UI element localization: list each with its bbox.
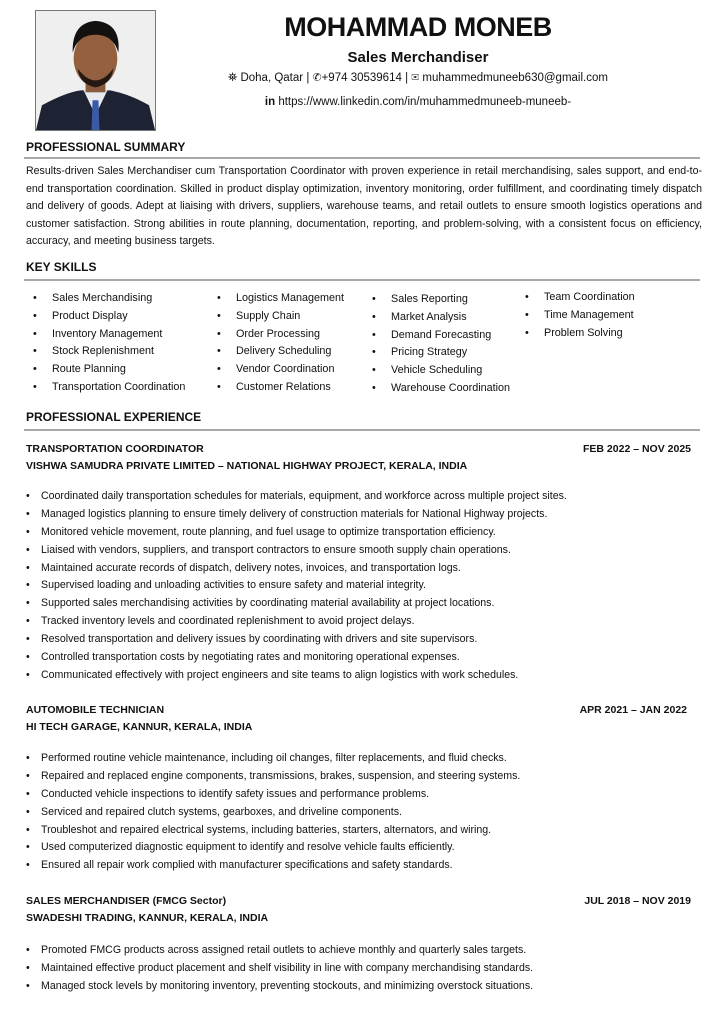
job-bullet: • Tracked inventory levels and coordinated replenishment to avoid project delays.: [26, 613, 702, 631]
skill-item: • Team Coordination: [525, 289, 695, 307]
job-bullet: • Monitored vehicle movement, route planning, and fuel usage to optimize transportation efficiency.: [26, 524, 702, 542]
skill-item: • Logistics Management: [217, 290, 387, 308]
job-title: AUTOMOBILE TECHNICIAN: [26, 704, 165, 716]
separator: |: [306, 72, 310, 84]
job-bullet: • Repaired and replaced engine components, transmissions, brakes, suspension, and steering systems.: [26, 768, 702, 786]
email-link[interactable]: muhammedmuneeb630@gmail.com: [422, 72, 608, 84]
phone-icon: ✆: [312, 72, 322, 84]
skill-item: • Vehicle Scheduling: [372, 362, 542, 380]
job-company: VISHWA SAMUDRA PRIVATE LIMITED – NATIONAL HIGHWAY PROJECT, KERALA, INDIA: [26, 460, 468, 472]
skill-item: • Time Management: [525, 307, 695, 325]
job-bullet: • Managed stock levels by monitoring inventory, preventing stockouts, and minimizing overstock situations.: [26, 978, 702, 996]
job-bullet: • Coordinated daily transportation schedules for materials, equipment, and workforce across multiple project sites.: [26, 488, 702, 506]
summary-heading: PROFESSIONAL SUMMARY: [26, 140, 186, 154]
job-bullet: • Managed logistics planning to ensure timely delivery of construction materials for National Highway projects.: [26, 506, 702, 524]
skill-item: • Problem Solving: [525, 325, 695, 343]
skill-item: • Inventory Management: [33, 326, 203, 344]
job-bullets: [26, 488, 702, 685]
profile-photo: [35, 10, 156, 131]
job-bullets: [26, 750, 702, 875]
job-company: HI TECH GARAGE, KANNUR, KERALA, INDIA: [26, 721, 253, 733]
skill-item: • Customer Relations: [217, 379, 387, 397]
job-bullets: [26, 942, 702, 996]
skill-item: • Pricing Strategy: [372, 344, 542, 362]
linkedin-line: [160, 96, 676, 108]
skills-column: [525, 289, 695, 342]
job-bullet: • Liaised with vendors, suppliers, and transport contractors to ensure smooth supply chain operations.: [26, 542, 702, 560]
skill-item: • Vendor Coordination: [217, 361, 387, 379]
candidate-title: Sales Merchandiser: [347, 49, 489, 66]
job-bullet: • Ensured all repair work complied with manufacturer specifications and safety standards.: [26, 857, 702, 875]
skill-item: • Sales Reporting: [372, 291, 542, 309]
location-icon: ⛯: [228, 72, 238, 84]
phone[interactable]: +974 30539614: [321, 72, 402, 84]
linkedin-link[interactable]: https://www.linkedin.com/in/muhammedmuneeb-muneeb-: [278, 96, 572, 108]
skill-item: • Sales Merchandising: [33, 290, 203, 308]
skill-item: • Supply Chain: [217, 308, 387, 326]
job-bullet: • Troubleshot and repaired electrical systems, including batteries, starters, alternators, and wiring.: [26, 822, 702, 840]
job-company: SWADESHI TRADING, KANNUR, KERALA, INDIA: [26, 912, 269, 924]
skills-heading: KEY SKILLS: [26, 260, 97, 274]
job-dates: JUL 2018 – NOV 2019: [584, 895, 691, 907]
job-dates: APR 2021 – JAN 2022: [579, 704, 687, 716]
job-bullet: • Used computerized diagnostic equipment to identify and resolve vehicle faults efficiently.: [26, 839, 702, 857]
divider: [24, 157, 700, 159]
skill-item: • Market Analysis: [372, 309, 542, 327]
divider: [24, 429, 700, 431]
skills-column: [33, 290, 203, 397]
skill-item: • Stock Replenishment: [33, 343, 203, 361]
job-bullet: • Conducted vehicle inspections to identify safety issues and performance problems.: [26, 786, 702, 804]
candidate-name: MOHAMMAD MONEB: [284, 12, 552, 42]
skill-item: • Product Display: [33, 308, 203, 326]
job-bullet: • Supported sales merchandising activities by coordinating material availability at project locations.: [26, 595, 702, 613]
job-bullet: • Resolved transportation and delivery issues by coordinating with drivers and site supervisors.: [26, 631, 702, 649]
job-dates: FEB 2022 – NOV 2025: [583, 443, 691, 455]
skills-column: [372, 291, 542, 398]
job-bullet: • Supervised loading and unloading activities to ensure safety and material integrity.: [26, 577, 702, 595]
job-bullet: • Promoted FMCG products across assigned retail outlets to achieve monthly and quarterly sales targets.: [26, 942, 702, 960]
skills-column: [217, 290, 387, 397]
separator: |: [405, 72, 409, 84]
job-title: TRANSPORTATION COORDINATOR: [26, 443, 204, 455]
job-bullet: • Communicated effectively with project engineers and site teams to align logistics with work schedules.: [26, 667, 702, 685]
job-title: SALES MERCHANDISER (FMCG Sector): [26, 895, 227, 907]
skill-item: • Route Planning: [33, 361, 203, 379]
email-icon: ✉: [411, 72, 420, 84]
job-bullet: • Serviced and repaired clutch systems, gearboxes, and driveline components.: [26, 804, 702, 822]
job-bullet: • Maintained accurate records of dispatch, delivery notes, invoices, and transportation logs.: [26, 560, 702, 578]
skill-item: • Demand Forecasting: [372, 327, 542, 345]
job-bullet: • Maintained effective product placement and shelf visibility in line with company merchandising standards.: [26, 960, 702, 978]
skill-item: • Transportation Coordination: [33, 379, 203, 397]
experience-heading: PROFESSIONAL EXPERIENCE: [26, 410, 202, 424]
location: Doha, Qatar: [240, 72, 304, 84]
summary-text: Results-driven Sales Merchandiser cum Transportation Coordinator with proven experience in retail merchandising, sales support, and end-to-end transportation coordination. Skilled in product display optimization, inventory monitoring, order fulfillment, and coordinating timely dispatch and delivery of goods. Adept at liaising with drivers, suppliers, warehouse teams, and retail outlets to ensure smooth logistics operations and customer satisfaction. Strong abilities in route planning, documentation, reporting, and problem-solving, with a consistent focus on efficiency, accuracy, and meeting business targets.: [26, 165, 702, 248]
linkedin-icon: in: [264, 96, 276, 108]
job-bullet: • Performed routine vehicle maintenance, including oil changes, filter replacements, and fluid checks.: [26, 750, 702, 768]
skill-item: • Delivery Scheduling: [217, 343, 387, 361]
contact-line: [160, 72, 676, 85]
skill-item: • Order Processing: [217, 326, 387, 344]
job-bullet: • Controlled transportation costs by negotiating rates and monitoring operational expenses.: [26, 649, 702, 667]
skill-item: • Warehouse Coordination: [372, 380, 542, 398]
divider: [24, 279, 700, 281]
